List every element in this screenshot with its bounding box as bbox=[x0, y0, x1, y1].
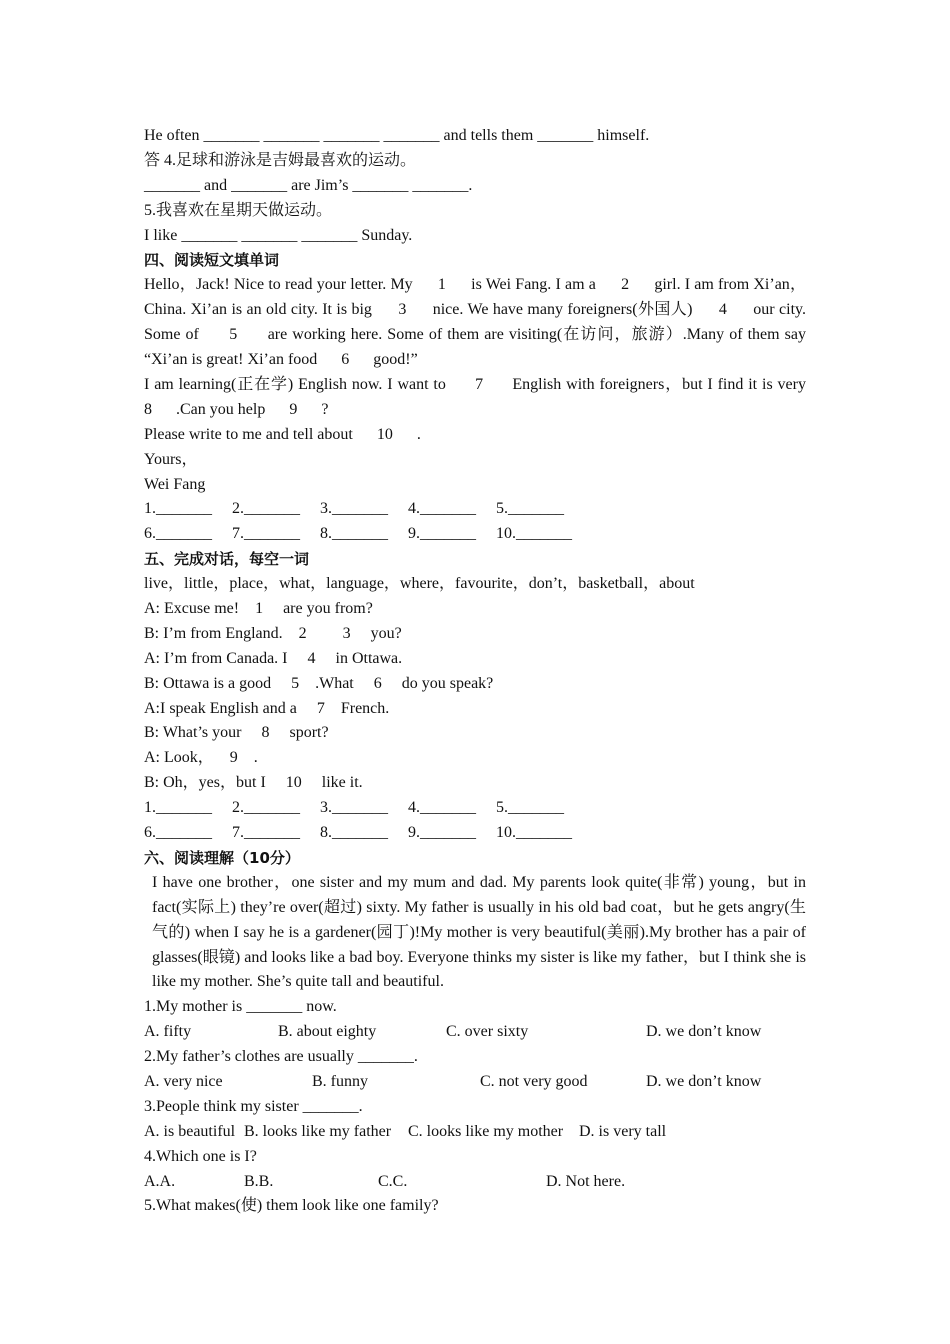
section5-heading: 五、完成对话，每空一词 bbox=[144, 550, 310, 569]
option-d[interactable]: D. we don’t know bbox=[646, 1023, 762, 1041]
option-a[interactable]: A. is beautiful bbox=[144, 1122, 236, 1140]
option-c[interactable]: C. not very good bbox=[480, 1073, 588, 1091]
q4-chinese-prompt: 答 4.足球和游泳是吉姆最喜欢的运动。 bbox=[144, 151, 417, 169]
option-c[interactable]: C. looks like my mother bbox=[408, 1122, 564, 1140]
answer-blank[interactable]: 2._______ bbox=[232, 500, 300, 518]
answer-blank[interactable]: 9._______ bbox=[408, 824, 476, 842]
question-2-stem: 2.My father’s clothes are usually _______. bbox=[144, 1048, 418, 1066]
option-c[interactable]: C. over sixty bbox=[446, 1023, 529, 1041]
section4-paragraph-2: I am learning(正在学) English now. I want to 7 English with foreigners，but I find it is very 8 .Can you help 9 ? bbox=[144, 375, 830, 418]
dialogue-line: A: Look， 9 . bbox=[144, 749, 258, 767]
option-d[interactable]: D. we don’t know bbox=[646, 1073, 762, 1091]
answer-blank[interactable]: 4._______ bbox=[408, 500, 476, 518]
answer-blank[interactable]: 1._______ bbox=[144, 799, 212, 817]
answer-blank[interactable]: 6._______ bbox=[144, 525, 212, 543]
answer-blank[interactable]: 4._______ bbox=[408, 799, 476, 817]
option-a[interactable]: A. very nice bbox=[144, 1073, 223, 1091]
question-4-stem: 4.Which one is I? bbox=[144, 1147, 257, 1165]
answer-blank[interactable]: 1._______ bbox=[144, 500, 212, 518]
dialogue-line: A:I speak English and a 7 French. bbox=[144, 699, 390, 717]
option-d[interactable]: D. is very tall bbox=[579, 1122, 667, 1140]
answer-blank[interactable]: 10._______ bbox=[496, 525, 572, 543]
question-2-options bbox=[144, 1070, 806, 1095]
option-b[interactable]: B.B. bbox=[244, 1172, 274, 1190]
letter-closing: Yours， bbox=[144, 450, 198, 468]
answer-blank[interactable]: 3._______ bbox=[320, 500, 388, 518]
section4-paragraph-1: Hello，Jack! Nice to read your letter. My 1 is Wei Fang. I am a 2 girl. I am from Xi’an，China. Xi’an is an old city. It is big 3 nice. We have many foreigners(外国人) 4 our city. Some of 5 are working here. Some of them are visiting(在访问，旅游）.Many of them say “Xi’an is great! Xi’an food 6 good!” bbox=[144, 276, 810, 369]
question-4-options bbox=[144, 1170, 806, 1195]
option-b[interactable]: B. funny bbox=[312, 1073, 368, 1091]
answer-blank[interactable]: 10._______ bbox=[496, 824, 572, 842]
dialogue-line: B: What’s your 8 sport? bbox=[144, 724, 329, 742]
section4-heading: 四、阅读短文填单词 bbox=[144, 251, 280, 270]
answer-blank[interactable]: 6._______ bbox=[144, 824, 212, 842]
question-1-options bbox=[144, 1020, 806, 1045]
answer-blank[interactable]: 3._______ bbox=[320, 799, 388, 817]
option-a[interactable]: A. fifty bbox=[144, 1023, 192, 1041]
option-b[interactable]: B. about eighty bbox=[278, 1023, 377, 1041]
answer-blank[interactable]: 8._______ bbox=[320, 525, 388, 543]
letter-signature: Wei Fang bbox=[144, 475, 206, 493]
option-b[interactable]: B. looks like my father bbox=[244, 1122, 392, 1140]
q4-english-sentence: _______ and _______ are Jim’s _______ _______. bbox=[144, 176, 473, 194]
answer-blank[interactable]: 7._______ bbox=[232, 824, 300, 842]
option-d[interactable]: D. Not here. bbox=[546, 1172, 626, 1190]
reading-passage: I have one brother，one sister and my mum and dad. My parents look quite(非常) young，but in fact(实际上) they’re over(超过) sixty. My father is usually in his old bad coat，but he gets angry(生气的) when I say he is a gardener(园丁)!My mother is very beautiful(美丽).My brother has a pair of glasses(眼镜) and looks like a bad boy. Everyone thinks my sister is like my father，but I think she is like my mother. She’s quite tall and beautiful. bbox=[152, 873, 806, 991]
answer-blank[interactable]: 5._______ bbox=[496, 500, 564, 518]
q5-chinese-prompt: 5.我喜欢在星期天做运动。 bbox=[144, 201, 333, 219]
q5-english-sentence: I like _______ _______ _______ Sunday. bbox=[144, 226, 413, 244]
question-5-stem: 5.What makes(使) them look like one family? bbox=[144, 1197, 439, 1215]
section5-answer-row-1 bbox=[144, 796, 806, 821]
answer-blank[interactable]: 2._______ bbox=[232, 799, 300, 817]
q3-english-sentence: He often _______ _______ _______ _______ and tells them _______ himself. bbox=[144, 127, 650, 144]
section4-paragraph-3: Please write to me and tell about 10 . bbox=[144, 425, 421, 443]
answer-blank[interactable]: 7._______ bbox=[232, 525, 300, 543]
answer-blank[interactable]: 5._______ bbox=[496, 799, 564, 817]
dialogue-line: A: I’m from Canada. I 4 in Ottawa. bbox=[144, 649, 403, 667]
dialogue-line: B: Ottawa is a good 5 .What 6 do you speak? bbox=[144, 674, 494, 692]
question-3-stem: 3.People think my sister _______. bbox=[144, 1097, 363, 1115]
answer-blank[interactable]: 9._______ bbox=[408, 525, 476, 543]
section4-answer-row-2 bbox=[144, 522, 806, 547]
answer-blank[interactable]: 8._______ bbox=[320, 824, 388, 842]
question-1-stem: 1.My mother is _______ now. bbox=[144, 998, 337, 1016]
question-3-options bbox=[144, 1120, 806, 1145]
section5-answer-row-2 bbox=[144, 821, 806, 846]
option-a[interactable]: A.A. bbox=[144, 1172, 176, 1190]
dialogue-line: B: I’m from England. 2 3 you? bbox=[144, 624, 402, 642]
section6-heading: 六、阅读理解（10分） bbox=[144, 848, 300, 867]
dialogue-line: B: Oh，yes，but I 10 like it. bbox=[144, 774, 363, 792]
section4-answer-row-1 bbox=[144, 497, 806, 522]
worksheet-page bbox=[144, 124, 830, 1219]
section5-word-bank: live，little，place，what，language，where，favourite，don’t，basketball，about bbox=[144, 575, 695, 593]
option-c[interactable]: C.C. bbox=[378, 1172, 408, 1190]
dialogue-line: A: Excuse me! 1 are you from? bbox=[144, 600, 373, 618]
